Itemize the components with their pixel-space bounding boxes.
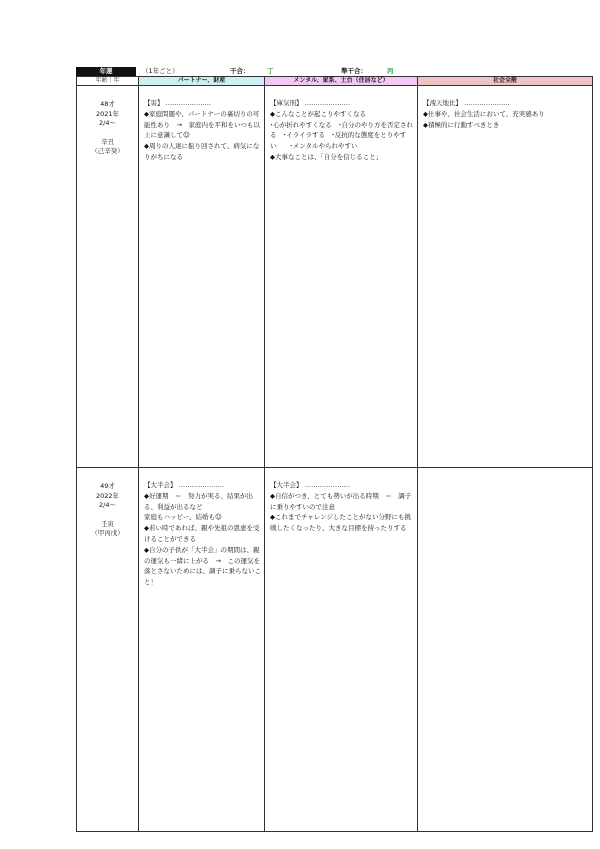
year-row [77,86,593,468]
mental-heading: 【大半会】 ………………… [270,481,351,489]
kan-label: 干合： [230,67,250,75]
mental-line: ◆こんなことが起こりやすくなる [270,109,366,118]
kanshi: 壬寅 [101,519,114,528]
social-line: ◆仕事や、社会生活において、充実感あり [423,109,545,118]
social-column-header: 社会全般 [418,77,593,86]
social-line: ◆積極的に行動すべきとき [423,120,500,129]
kan-value: 丁 [267,67,274,75]
partner-heading: 【害】 ………………… [144,99,212,107]
start-date: 2/4〜 [99,119,116,127]
age: 48才 [100,100,115,108]
partner-line: 家庭もハッピー、結婚も☺ [144,513,222,522]
year: 2022年 [95,491,120,500]
column-header-row [77,77,593,86]
fortune-table [76,76,593,832]
social-cell [418,468,593,832]
jun-label: 準干合： [341,67,367,75]
mental-line: ◆これまでチャレンジしたことがない分野にも挑戦したくなったり、大きな目標を持ったりする [270,513,411,533]
jun-value: 丙 [387,67,394,75]
partner-heading: 【大半会】 ………………… [144,481,225,489]
kanshi: 辛丑 [101,137,114,146]
social-cell [418,86,593,468]
sheet-subtitle: （1年ごと） [142,67,179,75]
partner-cell [139,468,265,832]
partner-line: ◆周りの人達に振り回されて、病気になりがちになる [144,142,260,161]
annual-fortune-sheet [76,67,592,832]
mental-line: ◆大事なことは、「自分を信じること」 [270,152,383,161]
mental-column-header: メンタル、家系、土台（住居など） [265,77,418,86]
partner-column-header: パートナー、財産 [139,77,265,86]
mental-line: ◆自信がつき、とても勢いが出る時期 ＝ 調子に乗りやすいので注意 [270,491,412,511]
partner-cell [139,86,265,468]
sheet-title: 年運 [76,67,136,76]
mental-cell [265,86,418,468]
hidden-stems: （己辛癸） [91,147,124,155]
year-row [77,468,593,832]
mental-heading: 【庫気刑】 ………………… [270,99,351,107]
social-heading: 【洩天地比】 ………………… [423,99,510,107]
age-cell [77,468,139,832]
age: 49才 [100,482,115,490]
start-date: 2/4〜 [99,501,116,509]
age-cell [77,86,139,468]
partner-line: ◆若い時であれば、親や先祖の恩恵を受けることができる [144,524,260,543]
age-year-header: 年齢｜年 [77,77,139,86]
mental-line: ･心が折れやすくなる ･自分のやり方を否定される ･イライラする ･反抗的な態度をとりやすい ･メンタルやられやすい [270,120,413,151]
header-bar [76,67,592,76]
hidden-stems: （甲丙戊） [91,529,124,537]
partner-line: ◆家庭問題や、パートナーの裏切りの可能性あり → 家庭内を平和をいつも以上に意識して☺ [144,109,260,140]
partner-line: ◆自分の子供が「大半会」の期間は、親の運気も一緒に上がる → この運気を落とさないためには、調子に乗らないこと！ [144,545,261,587]
partner-line: ◆好運期 ＝ 努力が実る、結果が出る、利益が出るなど [144,491,253,511]
mental-cell [265,468,418,832]
year: 2021年 [95,109,120,118]
